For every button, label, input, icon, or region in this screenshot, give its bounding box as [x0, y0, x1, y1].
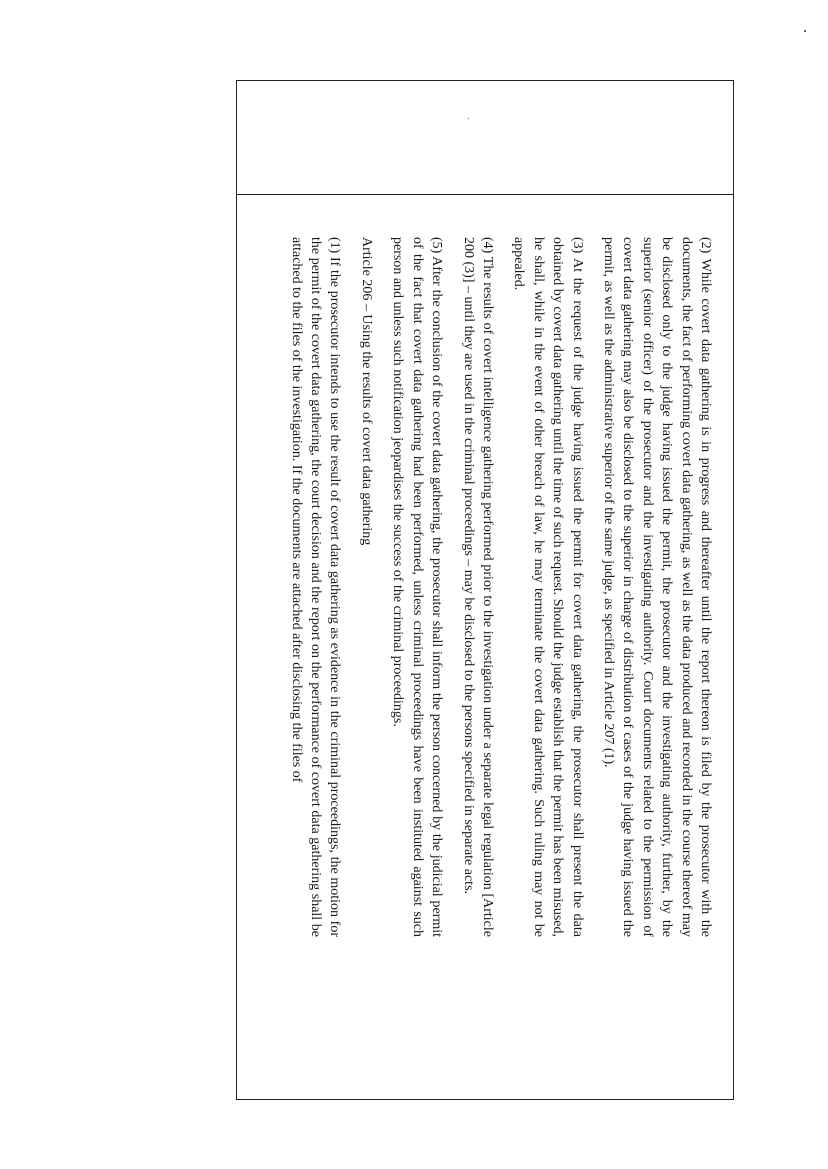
- text-clip-region: [238, 195, 732, 1098]
- paragraph-4: (4) The results of covert intelligence gathering performed prior to the investigation under a separate legal regulation [Article 200 (3)] – until they are used in the criminal proceedings – may be disclosed to the persons specified in separate acts.: [460, 237, 495, 937]
- paragraph-5: (5) After the conclusion of the covert data gathering, the prosecutor shall inform the person concerned by the judicial permit of the fact that covert data gathering had been performed, unless criminal proceedings have been instituted against such person and unless such notification jeopardises the success of the criminal proceedings.: [390, 237, 445, 937]
- paragraph-2: (2) While covert data gathering is in progress and thereafter until the report thereon is filed by the prosecutor with the documents, the fact of performing covert data gathering, as well as the data produced and recorded in the course thereof may be disclosed only to the judge having issued the permit, the prosecutor and the investigating authority, further, by the superior (senior officer) of the prosecutor and the investigating authority. Court documents related to the permission of covert data gathering may also be disclosed to the superior in charge of distribution of cases of the judge having issued the permit, as well as the administrative superior of the same judge, as specified in Article 207 (1).: [600, 237, 713, 937]
- paragraph-3: (3) At the request of the judge having issued the permit for covert data gathering, the prosecutor shall present the data obtained by covert data gathering until the time of such request. Should the judge establish that the permit has been misused, he shall, while in the event of other breach of law, he may terminate the covert data gathering. Such ruling may not be appealed.: [511, 237, 585, 937]
- scan-speck: [804, 30, 806, 32]
- article-heading: Article 206 – Using the results of covert data gathering: [358, 237, 374, 546]
- rotated-document-body: [274, 237, 715, 937]
- article-206-paragraph-1: (1) If the prosecutor intends to use the result of covert data gathering as evidence in the criminal proceedings, the motion for the permit of the covert data gathering, the court decision and the report on the performance of covert data gathering shall be attached to the files of the investigation. If the documents are attached after disclosing the files of: [288, 237, 343, 937]
